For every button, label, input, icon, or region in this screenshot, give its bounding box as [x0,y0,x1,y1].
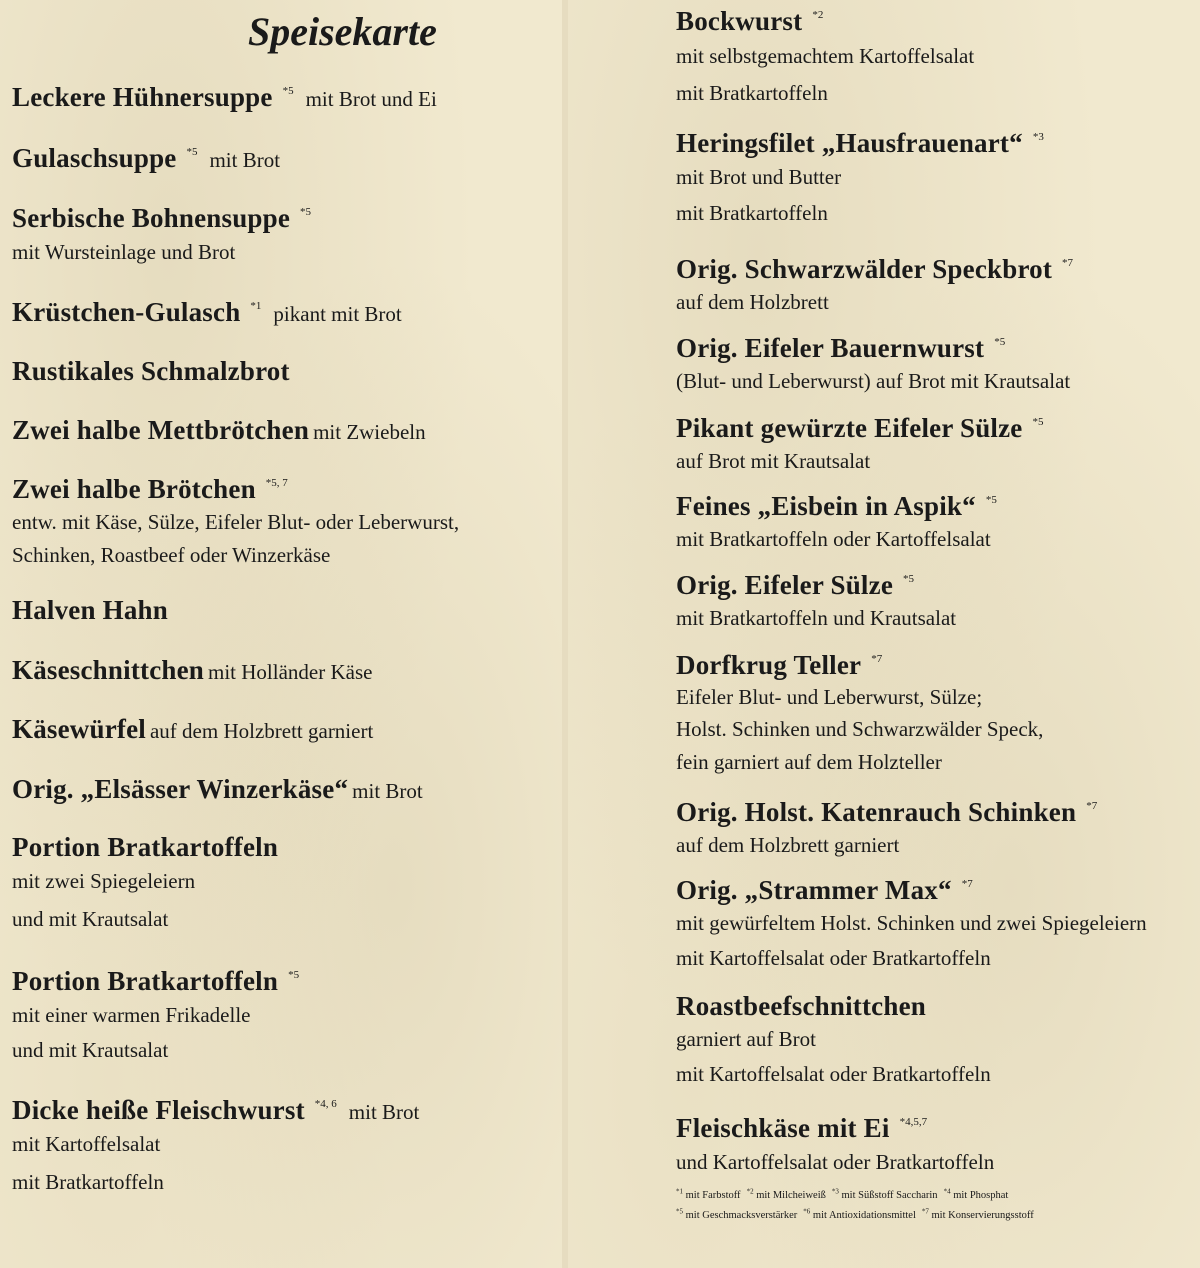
menu-item-name: Krüstchen-Gulasch [12,297,241,327]
additive-marker: *7 [961,878,973,890]
footnote [943,1187,1009,1201]
menu-item-description: mit Brot und Ei [305,87,437,111]
menu-item-roastbeefschnittchen [676,991,991,1092]
footnote-mark: *6 [803,1207,811,1216]
menu-item-feines-eisbein-in-aspik [676,491,1009,556]
menu-item-header [12,297,402,328]
menu-item-header [12,966,311,997]
menu-item-name: Dorfkrug Teller [676,650,862,680]
menu-item-description: mit Holländer Käse [208,660,373,684]
menu-item-description: auf dem Holzbrett [676,290,829,314]
menu-item-name: Orig. Eifeler Sülze [676,570,894,600]
menu-item-description: mit Bratkartoffeln oder Kartoffelsalat [676,527,991,551]
additive-marker: *5 [994,336,1006,348]
footnote-text: mit Phosphat [950,1189,1009,1201]
menu-item-header [676,570,956,601]
menu-item-heringsfilet-hausfrauenart [676,128,1056,231]
menu-item-käseschnittchen [12,655,372,686]
footnote [831,1187,938,1201]
menu-item-description: auf dem Holzbrett garniert [676,833,900,857]
menu-item-header [12,82,437,113]
menu-item-dorfkrug-teller [676,650,1043,779]
menu-item-name: Orig. Schwarzwälder Speckbrot [676,254,1053,284]
additive-marker: *5 [288,969,300,981]
menu-item-header [12,415,426,446]
menu-item-käsewürfel [12,714,373,745]
menu-item-description: mit Brot und Butter [676,165,842,189]
menu-item-name: Käsewürfel [12,714,146,744]
additive-marker: *5 [1032,416,1044,428]
menu-item-leckere-hühnersuppe [12,82,437,113]
menu-item-description: und mit Krautsalat [12,907,169,931]
menu-item-description: Eifeler Blut- und Leberwurst, Sülze; [676,685,983,709]
menu-item-header [676,991,991,1022]
menu-item-header [676,491,1009,522]
additives-footnotes [676,1183,1196,1224]
menu-item-orig-eifeler-sülze [676,570,956,635]
left-page [0,0,562,1268]
menu-item-zwei-halbe-mettbrötchen [12,415,426,446]
menu-item-description: mit Bratkartoffeln [676,81,828,105]
footnote-text: mit Süßstoff Saccharin [838,1189,938,1201]
menu-item-header [12,1095,419,1126]
menu-item-rustikales-schmalzbrot [12,356,290,387]
additive-marker: *5 [300,206,312,218]
menu-item-name: Zwei halbe Mettbrötchen [12,415,310,445]
menu-item-zwei-halbe-brötchen [12,474,459,571]
menu-item-name: Leckere Hühnersuppe [12,82,273,112]
menu-item-name: Orig. Eifeler Bauernwurst [676,333,985,363]
footnote [921,1207,1034,1221]
menu-item-header [12,714,373,745]
menu-item-description: mit Kartoffelsalat oder Bratkartoffeln [676,946,991,970]
footnote [746,1187,826,1201]
menu-item-name: Fleischkäse mit Ei [676,1113,890,1143]
menu-item-header [12,474,459,505]
menu-item-orig-eifeler-bauernwurst [676,333,1070,398]
menu-title: Speisekarte [248,9,437,54]
menu-item-krüstchen-gulasch [12,297,402,328]
additive-marker: *7 [1062,257,1074,269]
menu-item-header [676,333,1070,364]
menu-item-name: Orig. „Elsässer Winzerkäse“ [12,774,349,804]
menu-item-description: Schinken, Roastbeef oder Winzerkäse [12,543,331,567]
menu-item-orig-holst-katenrauch-schinken [676,797,1109,862]
footnote-mark: *5 [676,1207,683,1216]
menu-item-serbische-bohnensuppe [12,203,323,270]
menu-item-description: mit Brot [209,148,281,172]
menu-item-description: mit Kartoffelsalat [12,1132,161,1156]
menu-item-description: mit Wursteinlage und Brot [12,240,236,264]
menu-item-description: mit selbstgemachtem Kartoffelsalat [676,44,975,68]
menu-item-halven-hahn [12,595,168,626]
menu-item-orig-strammer-max [676,875,1147,976]
additive-marker: *5 [903,573,915,585]
menu-item-description: Holst. Schinken und Schwarzwälder Speck, [676,717,1044,741]
menu-item-description: entw. mit Käse, Sülze, Eifeler Blut- oder Leberwurst, [12,510,460,534]
additive-marker: *5 [282,85,294,97]
menu-item-name: Rustikales Schmalzbrot [12,356,290,386]
menu-item-name: Feines „Eisbein in Aspik“ [676,491,976,521]
menu-item-gulaschsuppe [12,143,280,174]
menu-item-description: (Blut- und Leberwurst) auf Brot mit Krautsalat [676,369,1071,393]
menu-item-header [676,1113,994,1144]
footnote-text: mit Konservierungsstoff [928,1210,1034,1221]
additive-marker: *5 [186,146,198,158]
menu-item-orig-elsässer-winzerkäse [12,774,423,805]
footnote-text: mit Antioxidationsmittel [810,1210,916,1221]
menu-item-header [12,774,423,805]
additive-marker: *7 [1086,800,1098,812]
menu-item-header [12,203,323,234]
menu-item-description: fein garniert auf dem Holzteller [676,750,942,774]
menu-item-name: Pikant gewürzte Eifeler Sülze [676,413,1023,443]
menu-item-header [12,356,290,387]
menu-item-header [12,595,168,626]
menu-item-description: mit Kartoffelsalat oder Bratkartoffeln [676,1062,991,1086]
menu-item-header [676,650,1043,681]
menu-item-description: und mit Krautsalat [12,1038,169,1062]
menu-item-description: auf dem Holzbrett garniert [149,719,374,743]
menu-item-header [12,832,278,863]
menu-item-description: mit Bratkartoffeln [676,201,828,225]
menu-item-name: Orig. „Strammer Max“ [676,875,952,905]
menu-item-header [676,875,1147,906]
menu-item-description: mit Bratkartoffeln [12,1170,164,1194]
footnote-text: mit Milcheiweiß [753,1189,826,1201]
additive-marker: *2 [812,9,824,21]
menu-item-description: und Kartoffelsalat oder Bratkartoffeln [676,1150,995,1174]
menu-item-header [12,655,372,686]
menu-item-orig-schwarzwälder-speckbrot [676,254,1085,319]
menu-item-description: mit Brot [348,1100,420,1124]
menu-item-bockwurst [676,6,974,111]
menu-item-name: Roastbeefschnittchen [676,991,926,1021]
additive-marker: *5 [985,494,997,506]
menu-item-header [676,6,974,37]
menu-item-name: Portion Bratkartoffeln [12,832,279,862]
additive-marker: *1 [250,300,262,312]
footnote-mark: *4 [943,1187,951,1195]
footnote-mark: *2 [746,1187,754,1195]
footnote [676,1207,798,1221]
footnote-mark: *3 [831,1187,839,1195]
additive-marker: *3 [1032,131,1044,143]
menu-item-description: pikant mit Brot [273,302,402,326]
menu-item-name: Halven Hahn [12,595,168,625]
menu-item-description: mit gewürfeltem Holst. Schinken und zwei Spiegeleiern [676,911,1147,935]
menu-item-name: Gulaschsuppe [12,143,177,173]
menu-item-description: mit Bratkartoffeln und Krautsalat [676,606,957,630]
menu-item-name: Heringsfilet „Hausfrauenart“ [676,128,1023,158]
menu-item-name: Zwei halbe Brötchen [12,474,256,504]
additive-marker: *4,5,7 [899,1116,928,1128]
menu-item-portion-bratkartoffeln [12,966,311,1067]
menu-item-dicke-heiße-fleischwurst [12,1095,419,1202]
additive-marker: *5, 7 [265,477,288,489]
additive-marker: *4, 6 [314,1098,337,1110]
menu-item-header [676,128,1056,159]
menu-item-name: Orig. Holst. Katenrauch Schinken [676,797,1077,827]
menu-item-portion-bratkartoffeln [12,832,278,939]
menu-item-name: Käseschnittchen [12,655,204,685]
menu-item-fleischkäse-mit-ei [676,1113,994,1180]
menu-item-pikant-gewürzte-eifeler-sülze [676,413,1055,478]
footnote-mark: *1 [676,1187,683,1195]
additive-marker: *7 [871,653,883,665]
menu-item-description: auf Brot mit Krautsalat [676,449,871,473]
menu-item-description: mit Brot [352,779,423,803]
footnote-mark: *7 [921,1207,929,1216]
footnote-text: mit Geschmacksverstärker [683,1210,798,1221]
menu-item-description: garniert auf Brot [676,1027,816,1051]
menu-item-header [12,143,280,174]
footnote [803,1207,916,1221]
menu-item-header [676,413,1055,444]
menu-item-name: Dicke heiße Fleischwurst [12,1095,305,1125]
footnote [676,1187,741,1201]
menu-item-description: mit zwei Spiegeleiern [12,869,196,893]
menu-item-description: mit Zwiebeln [313,420,426,444]
menu-item-description: mit einer warmen Frikadelle [12,1003,251,1027]
menu-item-header [676,797,1109,828]
footnote-text: mit Farbstoff [683,1189,741,1201]
menu-item-header [676,254,1085,285]
menu-item-name: Serbische Bohnensuppe [12,203,291,233]
menu-item-name: Bockwurst [676,6,803,36]
menu-item-name: Portion Bratkartoffeln [12,966,279,996]
